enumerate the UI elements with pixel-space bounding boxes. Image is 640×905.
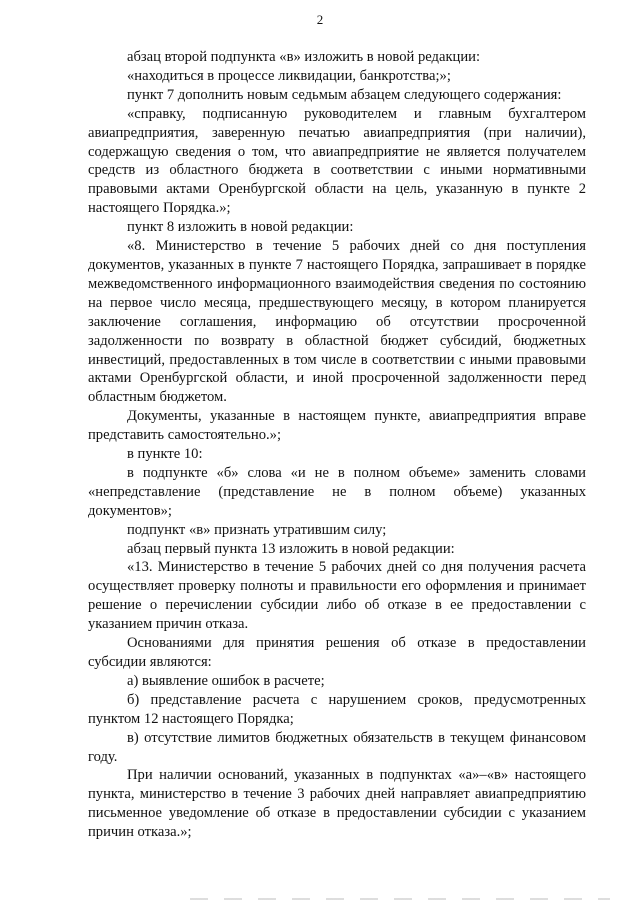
paragraph: Документы, указанные в настоящем пункте, авиапредприятия вправе представить самостоятельно.»; bbox=[88, 408, 586, 444]
paragraph: подпункт «в» признать утратившим силу; bbox=[127, 521, 387, 538]
paragraph: б) представление расчета с нарушением сроков, предусмотренных пунктом 12 настоящего Порядка; bbox=[88, 691, 586, 727]
paragraph: абзац первый пункта 13 изложить в новой редакции: bbox=[127, 540, 455, 557]
paragraph: в) отсутствие лимитов бюджетных обязательств в текущем финансовом году. bbox=[88, 729, 586, 765]
paragraph: «13. Министерство в течение 5 рабочих дней со дня получения расчета осуществляет проверку полноты и правильности его оформления и принимает решение о перечислении субсидии либо об отказе в ее предоставлении с указанием причин отказа. bbox=[88, 559, 586, 633]
paragraph: абзац второй подпункта «в» изложить в новой редакции: bbox=[127, 49, 481, 65]
paragraph: пункт 8 изложить в новой редакции: bbox=[127, 219, 354, 236]
paragraph: Основаниями для принятия решения об отказе в предоставлении субсидии являются: bbox=[88, 635, 586, 670]
paragraph: «справку, подписанную руководителем и главным бухгалтером авиапредприятия, заверенную печатью авиапредприятия (при наличии), содержащую сведения о том, что авиапредприятие не является получателем средств из областного бюджета в соответствии с иными нормативными правовыми актами Оренбургской области на цель, указанную в пункте 2 настоящего Порядка.»; bbox=[88, 105, 586, 217]
paragraph: а) выявление ошибок в расчете; bbox=[127, 672, 325, 689]
paragraph: При наличии оснований, указанных в подпунктах «а»–«в» настоящего пункта, министерство в течение 3 рабочих дней направляет авиапредприятию письменное уведомление об отказе в предоставлении субсидии с указанием причин отказа.»; bbox=[88, 767, 586, 841]
paragraph: «находиться в процессе ликвидации, банкротства;»; bbox=[127, 67, 451, 84]
paragraph: пункт 7 дополнить новым седьмым абзацем следующего содержания: bbox=[127, 86, 562, 103]
paragraph: «8. Министерство в течение 5 рабочих дней со дня поступления документов, указанных в пункте 7 настоящего Порядка, запрашивает в порядке межведомственного информационного взаимодействия сведения по состоянию на первое число месяца, предшествующего месяцу, в котором планируется заключение соглашения, информацию об отсутствии просроченной задолженности по возврату в областной бюджет субсидий, бюджетных инвестиций, предоставленных в том числе в соответствии с иными правовыми актами Оренбургской области, и иной просроченной задолженности перед областным бюджетом. bbox=[88, 238, 586, 406]
document-body bbox=[88, 48, 586, 842]
page-number: 2 bbox=[316, 12, 324, 27]
paragraph: в подпункте «б» слова «и не в полном объеме» заменить словами «непредставление (представление не в полном объеме) указанных документов»; bbox=[88, 464, 586, 519]
paragraph: в пункте 10: bbox=[127, 446, 203, 463]
scan-edge-artifact bbox=[190, 898, 610, 900]
